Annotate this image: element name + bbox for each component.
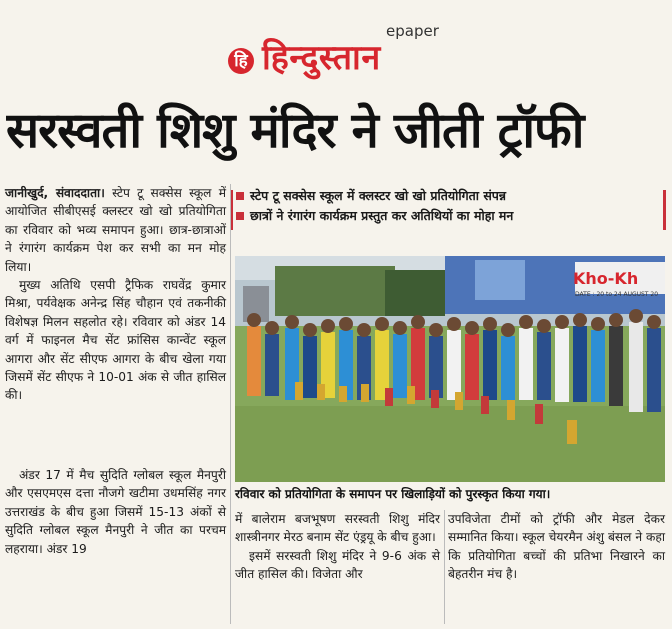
newspaper-name: हिन्दुस्तान	[262, 38, 381, 78]
dateline: जानीखुर्द, संवाददाता।	[5, 186, 105, 200]
article-column-3	[448, 510, 665, 584]
article-column-1-continued	[5, 466, 226, 558]
highlight-item: स्टेप टू सक्सेस स्कूल में क्लस्टर खो खो प्रतियोगिता संपन्न	[236, 186, 662, 206]
article-paragraph: मुख्य अतिथि एसपी ट्रैफिक राघवेंद्र कुमार मिश्रा, पर्यवेक्षक अनेन्द्र सिंह चौहान एवं तकनीकी विशेषज्ञ मिलन सहलोत रहे। रविवार को अंडर 14 वर्ग में फाइनल मैच सेंट फ्रांसिस कान्वेंट स्कूल आगरा और सेंट सीएफ आगरा के बीच खेला गया जिसमें सेंट सीएफ ने 10-01 अंक से जीत हासिल की।	[5, 278, 226, 403]
article-paragraph: इसमें सरस्वती शिशु मंदिर ने 9-6 अंक से जीत हासिल की। विजेता और	[235, 548, 440, 582]
article-paragraph: में बालेराम बजभूषण सरस्वती शिशु मंदिर शास्त्रीनगर मेरठ बनाम सेंट एंड्रयू के बीच हुआ।	[235, 512, 440, 545]
article-paragraph: उपविजेता टीमों को ट्रॉफी और मेडल देकर सम्मानित किया। स्कूल चेयरमैन अंशु बंसल ने कहा कि प्रतियोगिता बच्चों की प्रतिभा निखारने का बेहतरीन मंच है।	[448, 512, 665, 582]
event-photo	[235, 256, 665, 482]
epaper-label: epaper	[386, 22, 439, 40]
masthead	[0, 10, 672, 80]
highlight-rule-right	[663, 190, 666, 230]
banner-title: Kho-Kh	[573, 269, 639, 288]
paragraph-text: स्टेप टू सक्सेस स्कूल में आयोजित सीबीएसई क्लस्टर खो खो प्रतियोगिता का रविवार को भव्य समापन हुआ। छात्र-छात्राओं ने रंगारंग कार्यक्रम पेश कर सभी का मन मोह लिया।	[5, 186, 226, 274]
column-divider	[444, 510, 445, 624]
photo-caption: रविवार को प्रतियोगिता के समापन पर खिलाड़ियों को पुरस्कृत किया गया।	[235, 487, 551, 501]
article-column-2	[235, 510, 440, 584]
headline: सरस्वती शिशु मंदिर ने जीती ट्रॉफी	[6, 102, 584, 159]
highlight-item: छात्रों ने रंगारंग कार्यक्रम प्रस्तुत कर अतिथियों का मोहा मन	[236, 206, 662, 226]
column-divider	[230, 184, 231, 624]
bullet-square-icon	[236, 192, 244, 200]
highlights-box	[236, 186, 662, 234]
banner-date: DATE : 20 to 24 AUGUST 20	[575, 291, 659, 298]
article-column-1	[5, 184, 226, 405]
bullet-square-icon	[236, 212, 244, 220]
article-paragraph: अंडर 17 में मैच सुदिति ग्लोबल स्कूल मैनपुरी और एसएमएस दत्ता नौजगे खटीमा उधमसिंह नगर उत्तराखंड के बीच हुआ जिसमें 15-13 अंकों से सुदिति ग्लोबल स्कूल मैनपुरी ने जीत का परचम लहराया। अंडर 19	[5, 468, 226, 556]
article-paragraph	[5, 184, 226, 276]
group-of-students	[247, 309, 661, 412]
hindustan-logo-icon: हि	[228, 48, 254, 74]
